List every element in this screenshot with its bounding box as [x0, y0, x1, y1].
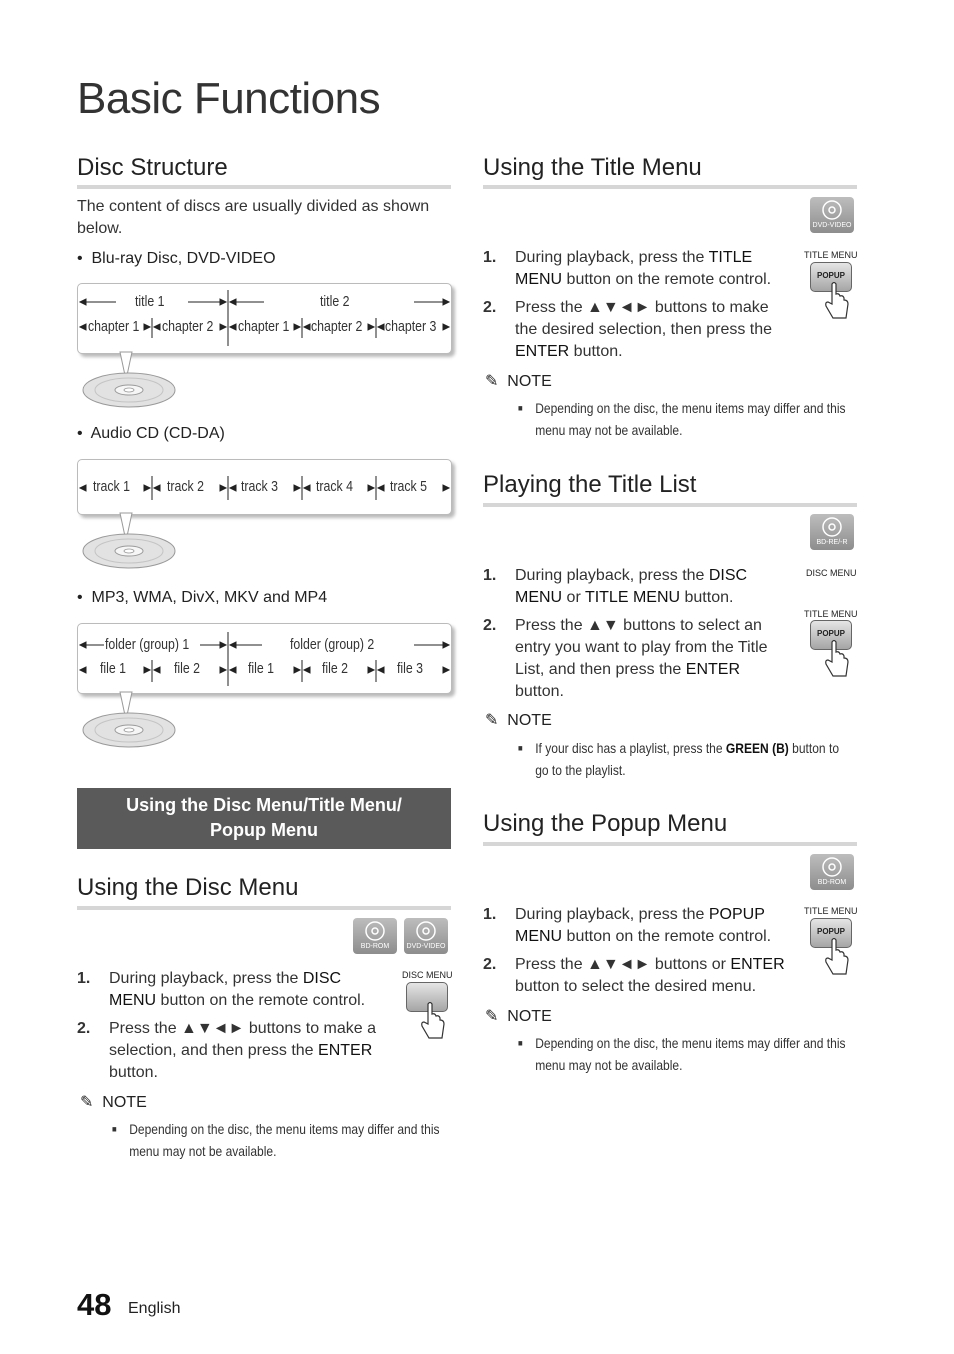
- title-menu-heading: Using the Title Menu: [483, 154, 702, 181]
- bd-re-r-badge: [810, 514, 854, 550]
- step-1: [483, 565, 803, 609]
- badge-label: BD-ROM: [817, 879, 847, 886]
- step-2: [483, 615, 803, 703]
- square-bullet-icon: ■: [518, 743, 523, 753]
- step-text: During playback, press the DISC MENU or TITLE MENU button.: [515, 567, 748, 606]
- disc-logo-icon: [416, 921, 436, 941]
- badge-label: BD-RE/-R: [816, 539, 848, 546]
- step-text: During playback, press the DISC MENU button on the remote control.: [109, 970, 366, 1009]
- page-language: English: [128, 1300, 181, 1317]
- square-bullet-icon: ■: [518, 403, 523, 413]
- menu-section-header: [77, 788, 451, 849]
- hand-pointer-icon: [824, 282, 852, 322]
- square-bullet-icon: ■: [518, 1038, 523, 1048]
- note-heading: ✎ NOTE: [485, 1008, 552, 1025]
- title-menu-button-label: TITLE MENU: [804, 250, 858, 260]
- track-label: track 3: [241, 479, 278, 495]
- disc-logo-icon: [822, 857, 842, 877]
- popup-button-text: POPUP: [816, 629, 845, 638]
- hand-pointer-icon: [824, 938, 852, 978]
- track-label: track 1: [93, 479, 130, 495]
- step-1: [77, 968, 397, 1012]
- audio-structure-diagram: [77, 459, 452, 515]
- step-2: [77, 1018, 397, 1084]
- chapter-label: chapter 3: [385, 319, 437, 335]
- section-rule: [77, 185, 451, 189]
- step-2: [483, 954, 803, 998]
- note-heading: ✎ NOTE: [80, 1094, 147, 1111]
- badge-label: DVD-VIDEO: [406, 943, 446, 950]
- step-number: 2.: [77, 1020, 91, 1037]
- track-label: track 5: [390, 479, 427, 495]
- step-number: 1.: [483, 567, 497, 584]
- note-text: ■ If your disc has a playlist, press the GREEN (B) button to go to the playlist.: [518, 737, 855, 781]
- step-number: 2.: [483, 956, 497, 973]
- note-heading: ✎ NOTE: [485, 373, 552, 390]
- disc-menu-button-label: DISC MENU: [806, 568, 857, 578]
- folder-label: folder (group) 2: [290, 637, 375, 653]
- file-label: file 2: [322, 661, 349, 677]
- section-rule: [483, 185, 857, 189]
- step-text: During playback, press the POPUP MENU button on the remote control.: [515, 906, 772, 945]
- file-label: file 3: [397, 661, 424, 677]
- chapter-label: chapter 2: [311, 319, 363, 335]
- pencil-icon: ✎: [80, 1094, 94, 1111]
- section-rule: [483, 503, 857, 507]
- step-number: 1.: [483, 906, 497, 923]
- popup-button-text: POPUP: [816, 271, 845, 280]
- step-text: Press the ▲▼◄► buttons or ENTER button to select the desired menu.: [515, 956, 785, 995]
- track-label: track 4: [316, 479, 353, 495]
- menu-section-header-line1: Using the Disc Menu/Title Menu/: [126, 795, 402, 815]
- hand-pointer-icon: [420, 1002, 448, 1042]
- bd-rom-badge: [353, 918, 397, 954]
- disc-logo-icon: [822, 517, 842, 537]
- step-2: [483, 297, 803, 363]
- bullet-media: • MP3, WMA, DivX, MKV and MP4: [77, 589, 328, 606]
- note-text: ■ Depending on the disc, the menu items may differ and this menu may not be available.: [518, 1032, 855, 1076]
- bullet-bluray-text: Blu-ray Disc, DVD-VIDEO: [91, 250, 276, 267]
- title-label: title 1: [135, 294, 165, 310]
- pencil-icon: ✎: [485, 1008, 499, 1025]
- step-1: [483, 904, 803, 948]
- pencil-icon: ✎: [485, 712, 499, 729]
- file-label: file 1: [248, 661, 275, 677]
- media-arrows: [78, 624, 451, 693]
- file-label: file 1: [100, 661, 127, 677]
- page-number: 48: [77, 1287, 112, 1322]
- disc-logo-icon: [365, 921, 385, 941]
- disc-menu-heading: Using the Disc Menu: [77, 874, 299, 901]
- step-text: Press the ▲▼ buttons to select an entry you want to play from the Title List, and then press the ENTER button.: [515, 617, 768, 700]
- disc-structure-intro: The content of discs are usually divided as shown below.: [77, 198, 430, 237]
- title-menu-button-label: TITLE MENU: [804, 609, 858, 619]
- page-title: Basic Functions: [77, 74, 381, 123]
- disc-menu-button-label: DISC MENU: [402, 970, 453, 980]
- file-label: file 2: [174, 661, 201, 677]
- disc-logo-icon: [822, 200, 842, 220]
- note-heading: ✎ NOTE: [485, 712, 552, 729]
- bd-rom-badge: [810, 854, 854, 890]
- note-text: ■ Depending on the disc, the menu items may differ and this menu may not be available.: [112, 1118, 449, 1162]
- step-text: Press the ▲▼◄► buttons to make the desired selection, then press the ENTER button.: [515, 299, 773, 360]
- badge-label: BD-ROM: [360, 943, 390, 950]
- bluray-structure-diagram: [77, 283, 452, 354]
- disc-icon: [80, 511, 180, 571]
- section-rule: [77, 906, 451, 910]
- popup-menu-heading: Using the Popup Menu: [483, 810, 728, 837]
- step-1: [483, 247, 803, 291]
- disc-structure-heading: Disc Structure: [77, 154, 228, 181]
- bullet-audio-text: Audio CD (CD-DA): [90, 425, 225, 442]
- bullet-bluray: • Blu-ray Disc, DVD-VIDEO: [77, 250, 276, 267]
- disc-icon: [80, 690, 180, 750]
- media-structure-diagram: [77, 623, 452, 694]
- bullet-media-text: MP3, WMA, DivX, MKV and MP4: [91, 589, 328, 606]
- menu-section-header-line2: Popup Menu: [210, 820, 318, 840]
- badge-label: DVD-VIDEO: [812, 222, 852, 229]
- chapter-label: chapter 1: [238, 319, 290, 335]
- title-menu-button-label: TITLE MENU: [804, 906, 858, 916]
- step-number: 2.: [483, 299, 497, 316]
- chapter-label: chapter 1: [88, 319, 140, 335]
- chapter-label: chapter 2: [162, 319, 214, 335]
- title-list-heading: Playing the Title List: [483, 471, 697, 498]
- section-rule: [483, 842, 857, 846]
- step-number: 1.: [483, 249, 497, 266]
- step-number: 2.: [483, 617, 497, 634]
- popup-button-text: POPUP: [816, 927, 845, 936]
- step-number: 1.: [77, 970, 91, 987]
- pencil-icon: ✎: [485, 373, 499, 390]
- step-text: During playback, press the TITLE MENU button on the remote control.: [515, 249, 772, 288]
- note-text: ■ Depending on the disc, the menu items may differ and this menu may not be available.: [518, 397, 855, 441]
- bullet-audio: • Audio CD (CD-DA): [77, 425, 225, 442]
- square-bullet-icon: ■: [112, 1124, 117, 1134]
- hand-pointer-icon: [824, 640, 852, 680]
- dvd-video-badge: [810, 197, 854, 233]
- dvd-video-badge: [404, 918, 448, 954]
- folder-label: folder (group) 1: [105, 637, 190, 653]
- disc-icon: [80, 350, 180, 410]
- title-label: title 2: [320, 294, 350, 310]
- track-label: track 2: [167, 479, 204, 495]
- step-text: Press the ▲▼◄► buttons to make a selection, and then press the ENTER button.: [109, 1020, 377, 1081]
